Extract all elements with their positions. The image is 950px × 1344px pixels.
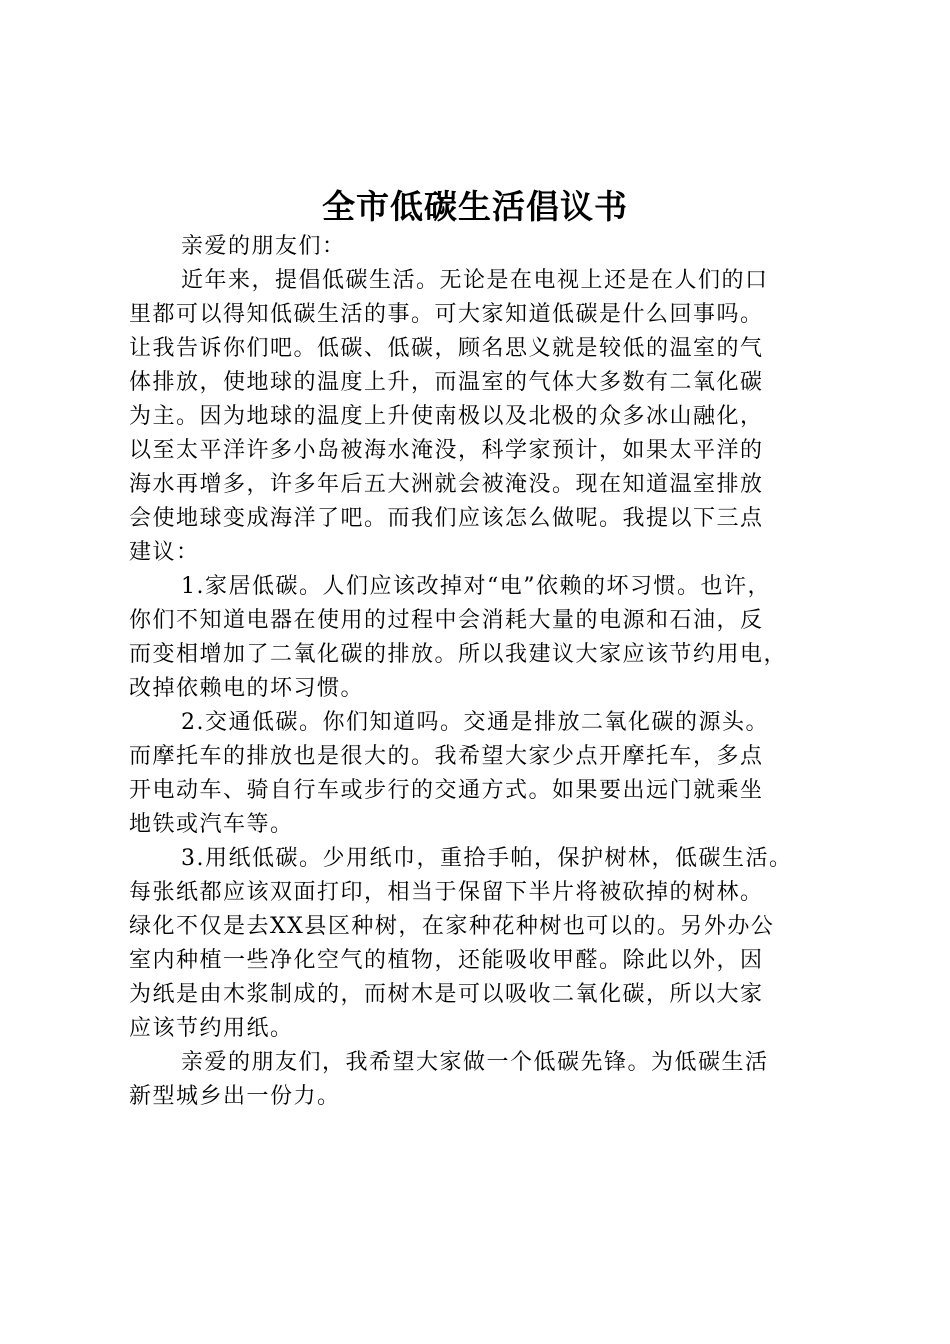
text-line: 室内种植一些净化空气的植物，还能吸收甲醛。除此以外，因 xyxy=(129,948,764,973)
text-line: 里都可以得知低碳生活的事。可大家知道低碳是什么回事吗。 xyxy=(129,302,764,327)
text-line: 让我告诉你们吧。低碳、低碳，顾名思义就是较低的温室的气 xyxy=(129,336,764,361)
text-line: 2.交通低碳。你们知道吗。交通是排放二氧化碳的源头。 xyxy=(181,710,769,735)
text-line: 近年来，提倡低碳生活。无论是在电视上还是在人们的口 xyxy=(181,268,769,293)
text-line: 会使地球变成海洋了吧。而我们应该怎么做呢。我提以下三点 xyxy=(129,506,764,531)
document-title: 全市低碳生活倡议书 xyxy=(322,187,628,226)
text-line: 开电动车、骑自行车或步行的交通方式。如果要出远门就乘坐 xyxy=(129,778,764,803)
text-line: 为主。因为地球的温度上升使南极以及北极的众多冰山融化， xyxy=(129,404,764,429)
text-line: 你们不知道电器在使用的过程中会消耗大量的电源和石油，反 xyxy=(129,608,764,633)
text-line: 而摩托车的排放也是很大的。我希望大家少点开摩托车，多点 xyxy=(129,744,764,769)
text-line: 亲爱的朋友们，我希望大家做一个低碳先锋。为低碳生活 xyxy=(181,1050,769,1075)
text-line: 每张纸都应该双面打印，相当于保留下半片将被砍掉的树林。 xyxy=(129,880,764,905)
text-line: 应该节约用纸。 xyxy=(129,1016,294,1041)
text-line: 亲爱的朋友们： xyxy=(181,234,346,259)
text-line: 而变相增加了二氧化碳的排放。所以我建议大家应该节约用电， xyxy=(129,642,788,667)
text-line: 体排放，使地球的温度上升，而温室的气体大多数有二氧化碳 xyxy=(129,370,764,395)
text-line: 新型城乡出一份力。 xyxy=(129,1084,341,1109)
text-line: 3.用纸低碳。少用纸巾，重拾手帕，保护树林，低碳生活。 xyxy=(181,846,793,871)
text-line: 地铁或汽车等。 xyxy=(129,812,294,837)
document-body xyxy=(129,230,831,1114)
text-line: 建议： xyxy=(129,540,200,565)
text-line: 绿化不仅是去XX县区种树，在家种花种树也可以的。另外办公 xyxy=(129,914,775,939)
text-line: 以至太平洋许多小岛被海水淹没，科学家预计，如果太平洋的 xyxy=(129,438,764,463)
text-line: 为纸是由木浆制成的，而树木是可以吸收二氧化碳，所以大家 xyxy=(129,982,764,1007)
text-line: 海水再增多，许多年后五大洲就会被淹没。现在知道温室排放 xyxy=(129,472,764,497)
text-line: 1.家居低碳。人们应该改掉对“电”依赖的坏习惯。也许， xyxy=(181,574,771,599)
text-line: 改掉依赖电的坏习惯。 xyxy=(129,676,365,701)
